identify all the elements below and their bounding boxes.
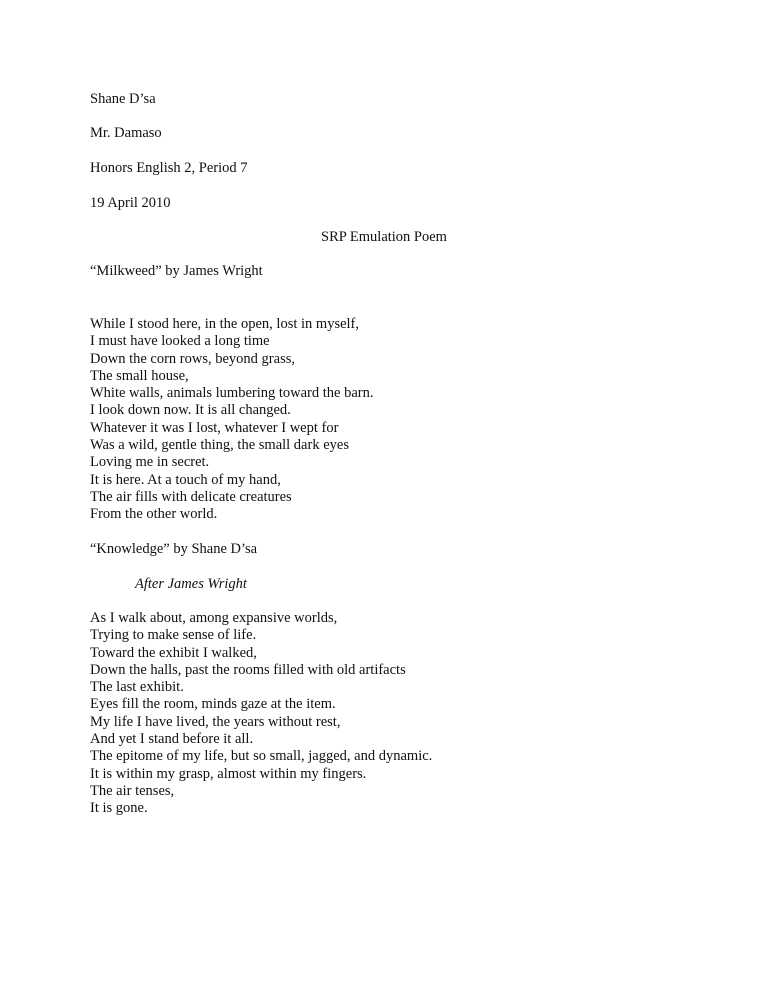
poem-line: The air fills with delicate creatures [90, 488, 292, 505]
poem-line: The last exhibit. [90, 679, 184, 696]
poem-line: I look down now. It is all changed. [90, 402, 291, 419]
poem1-heading: “Milkweed” by James Wright [90, 263, 263, 279]
poem-line: The epitome of my life, but so small, jagged, and dynamic. [90, 748, 433, 765]
poem-line: While I stood here, in the open, lost in myself, [90, 316, 360, 332]
poem-line: From the other world. [90, 506, 218, 523]
poem2-dedication: After James Wright [135, 576, 247, 592]
poem-line: Trying to make sense of life. [90, 627, 257, 644]
poem-line: Down the corn rows, beyond grass, [90, 350, 295, 367]
poem-line: As I walk about, among expansive worlds, [90, 610, 338, 626]
poem-line: It is gone. [90, 800, 148, 817]
poem2-body [90, 610, 432, 818]
poem-line: Was a wild, gentle thing, the small dark eyes [90, 437, 349, 454]
poem-line: Loving me in secret. [90, 454, 210, 471]
poem-line: The air tenses, [90, 782, 175, 799]
student-name: Shane D’sa [90, 91, 156, 107]
poem1-body [90, 316, 373, 524]
poem-line: Down the halls, past the rooms filled with old artifacts [90, 661, 406, 678]
poem-line: And yet I stand before it all. [90, 731, 254, 748]
course-name: Honors English 2, Period 7 [90, 160, 248, 176]
document-title: SRP Emulation Poem [321, 229, 447, 245]
teacher-name: Mr. Damaso [90, 125, 162, 141]
document-date: 19 April 2010 [90, 195, 171, 211]
poem-line: My life I have lived, the years without rest, [90, 713, 341, 730]
poem-line: It is here. At a touch of my hand, [90, 471, 281, 488]
poem-line: It is within my grasp, almost within my fingers. [90, 765, 367, 782]
poem2-heading: “Knowledge” by Shane D’sa [90, 541, 258, 557]
poem-line: Whatever it was I lost, whatever I wept for [90, 419, 339, 436]
poem-line: I must have looked a long time [90, 333, 270, 350]
poem-line: White walls, animals lumbering toward the barn. [90, 385, 374, 402]
poem-line: The small house, [90, 367, 189, 384]
poem-line: Toward the exhibit I walked, [90, 644, 257, 661]
poem-line: Eyes fill the room, minds gaze at the item. [90, 696, 336, 713]
